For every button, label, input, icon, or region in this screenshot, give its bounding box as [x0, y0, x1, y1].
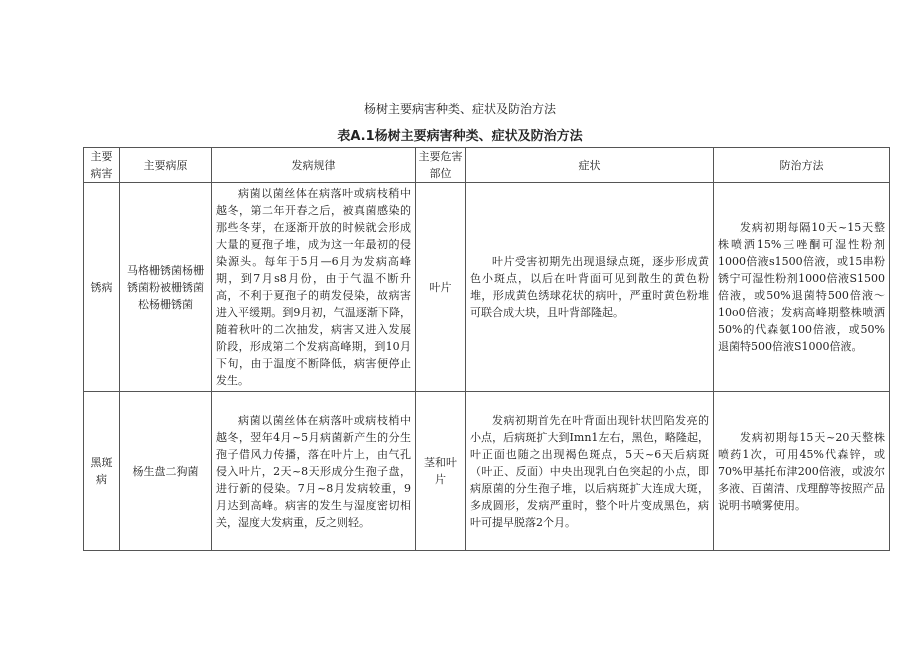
document-title: 杨树主要病害种类、症状及防治方法: [363, 102, 556, 116]
header-part: 主要危害部位: [416, 148, 466, 183]
cell-pattern: 病菌以菌丝体在病落叶或病枝梢中越冬，翌年4月~5月病菌新产生的分生孢子借风力传播，落在叶片上，由气孔侵入叶片，2天~8天形成分生孢子盘，进行新的侵染。7月~8月发病较重，9月达到高峰。病害的发生与湿度密切相关，湿度大发病重，反之则轻。: [212, 392, 416, 551]
header-symptom: 症状: [466, 148, 714, 183]
cell-symptom: 发病初期首先在叶背面出现针状凹陷发亮的小点，后病斑扩大到Imn1左右，黑色，略隆起，叶正面也随之出现褐色斑点，5天~6天后病斑（叶正、反面）中央出现乳白色突起的小点，即病原菌的分生孢子堆，以后病斑扩大连成大斑，多成圆形，发病严重时，整个叶片变成黑色，病叶可提早脱落2个月。: [466, 392, 714, 551]
table-row: [84, 392, 890, 551]
table-title: 表A.1杨树主要病害种类、症状及防治方法: [337, 129, 583, 144]
cell-pattern: 病菌以菌丝体在病落叶或病枝稍中越冬，第二年开春之后，被真菌感染的那些冬芽，在逐渐开放的时候就会形成大量的夏孢子堆，成为这一年最初的侵染源头。每年于5月—6月为发病高峰期，到7月s8月份，由于气温不断升高，不利于夏孢子的萌发侵染，故病害进入平缓期。到9月初，气温逐渐下降，随着秋叶的二次抽发，病害又进入发展阶段，形成第二个发病高峰期，到10月下旬，由于温度不断降低，病害便停止发生。: [212, 183, 416, 392]
table-row: [84, 183, 890, 392]
cell-pathogen: 杨生盘二狗菌: [120, 392, 212, 551]
cell-pathogen: 马格栅锈菌杨栅锈菌粉被栅锈菌松杨栅锈菌: [120, 183, 212, 392]
cell-disease: 黑斑病: [84, 392, 120, 551]
cell-disease: 锈病: [84, 183, 120, 392]
header-pathogen: 主要病原: [120, 148, 212, 183]
table-header-row: [84, 148, 890, 183]
cell-symptom: 叶片受害初期先出现退绿点斑，逐步形成黄色小斑点，以后在叶背面可见到散生的黄色粉堆，形成黄色绣球花状的病叶，严重时黄色粉堆可联合成大块，且叶背部隆起。: [466, 183, 714, 392]
cell-part: 叶片: [416, 183, 466, 392]
disease-table: [83, 147, 890, 551]
header-pattern: 发病规律: [212, 148, 416, 183]
cell-part: 茎和叶片: [416, 392, 466, 551]
header-disease: 主要病害: [84, 148, 120, 183]
cell-control: 发病初期每15天~20天整株喷药1次，可用45%代森锌，或70%甲基托布津200倍液，或波尔多液、百菌清、戊理醇等按照产品说明书喷雾使用。: [714, 392, 890, 551]
cell-control: 发病初期每隔10天~15天整株喷洒15%三唑酮可湿性粉剂1000倍液s1500倍液，或15串粉锈宁可湿性粉剂1000倍液S1500倍液，或50%退菌特500倍液～10o0倍液；发病高峰期整株喷洒50%的代森氨100倍液，或50%退菌特500倍液S1000倍液。: [714, 183, 890, 392]
header-control: 防治方法: [714, 148, 890, 183]
